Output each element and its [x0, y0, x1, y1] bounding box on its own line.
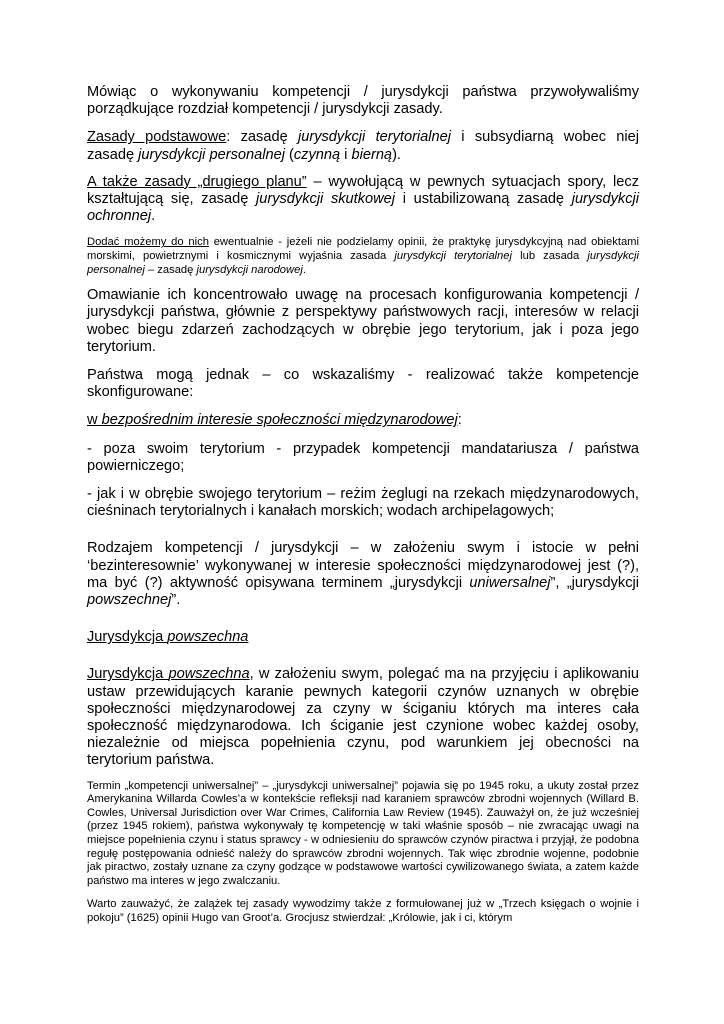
paragraph-text: Omawianie ich koncentrowało uwagę na procesach konfigurowania kompetencji / jurysdykcji państwa, głównie z perspektywy państwowych racji, interesów w relacji wobec biegu zdarzeń zachodzących w obrębie jego terytorium, jak i poza jego terytorium. — [87, 287, 639, 355]
text-run: : — [457, 412, 462, 429]
italic-term: bierną — [351, 146, 393, 163]
italic-term: jurysdykcji terytorialnej — [394, 250, 512, 263]
paragraph-text: - poza swoim terytorium - przypadek kompetencji mandatariusza / państwa powierniczego; — [87, 440, 639, 474]
text-run: ”, „jurysdykcji — [550, 574, 639, 591]
paragraph-11 — [87, 666, 639, 769]
paragraph-12-note — [87, 780, 639, 889]
paragraph-text: - jak i w obrębie swojego terytorium – reżim żeglugi na rzekach międzynarodowych, cieśninach terytorialnych i kanałach morskich; wodach archipelagowych; — [87, 486, 639, 520]
italic-term: jurysdykcji terytorialnej — [297, 129, 452, 146]
heading-italic-term: powszechna — [167, 629, 249, 646]
document-page — [87, 84, 639, 926]
italic-term: jurysdykcji narodowej — [196, 263, 303, 276]
underlined-italic-term: bezpośrednim interesie społeczności międzynarodowej — [101, 412, 458, 429]
paragraph-7 — [87, 412, 639, 429]
text-run: ”. — [171, 592, 181, 609]
text-run: ewentualnie - jeżeli nie podzielamy opinii, że praktykę jurysdykcyjną nad obiektami morskimi, powietrznymi i kosmicznymi wyjaśnia zasada — [87, 236, 639, 263]
italic-term: powszechnej — [87, 592, 172, 609]
italic-term: jurysdykcji skutkowej — [256, 191, 396, 208]
underlined-lead: Dodać możemy do nich — [87, 236, 209, 249]
paragraph-5 — [87, 287, 639, 356]
paragraph-3 — [87, 174, 639, 226]
text-run: ). — [392, 146, 401, 163]
underlined-lead: A także zasady „drugiego planu” — [87, 173, 307, 190]
text-run: . — [302, 263, 306, 276]
italic-term: jurysdykcji personalnej — [138, 146, 285, 163]
paragraph-6 — [87, 367, 639, 401]
underlined-lead: Zasady podstawowe — [87, 129, 227, 146]
italic-term: czynną — [293, 146, 341, 163]
text-run: – wywołującą w pewnych sytuacjach spory, lecz kształtującą się, zasadę — [87, 173, 639, 208]
text-run: , w założeniu swym, polegać ma na przyjęciu i aplikowaniu ustaw przewidujących karanie pewnych kategorii czynów uznanych w obrębie społeczności międzynarodowej za czyny w ściganiu których ma interes cała społeczność międzynarodowa. Ich ściganie jest czynione wobec każdej osoby, niezależnie od miejsca popełnienia czynu, pod warunkiem jej obecności na terytorium państwa. — [87, 666, 639, 769]
paragraph-13-note — [87, 898, 639, 925]
text-run: Rodzajem kompetencji / jurysdykcji – w założeniu swym i istocie w pełni ‘bezinteresownie’ wykonywanej w interesie społeczności międzynarodowej jest (?), ma być (?) aktywność opisywana terminem „jurysdykcji — [87, 540, 639, 591]
paragraph-8 — [87, 441, 639, 475]
text-run: ( — [284, 146, 294, 163]
paragraph-10 — [87, 540, 639, 609]
text-run: i — [340, 146, 352, 163]
underlined-run: Jurysdykcja — [87, 666, 169, 683]
text-run: . — [151, 208, 156, 225]
text-run: i ustabilizowaną zasadę — [395, 191, 572, 208]
text-run: : zasadę — [226, 129, 298, 146]
paragraph-4-note — [87, 236, 639, 277]
text-run: lub zasada — [511, 250, 588, 263]
italic-term: jurysdykcji personalnej — [87, 250, 639, 276]
section-heading — [87, 629, 639, 646]
paragraph-text: Państwa mogą jednak – co wskazaliśmy - realizować także kompetencje skonfigurowane: — [87, 367, 639, 401]
underlined-italic-term: powszechna — [168, 666, 250, 683]
paragraph-text: Termin „kompetencji uniwersalnej” – „jurysdykcji uniwersalnej” pojawia się po 1945 roku, a ukuty został przez Amerykanina Willarda Cowles’a w kontekście refleksji nad karaniem sprawców zbrodni wojennych (Willard B. Cowles, Universal Jurisdiction over War Crimes, California Law Review (1945). Zauważył on, że już wcześniej (przez 1945 rokiem), państwa wykonywały tę kompetencję w taki właśnie sposób – nie zwracając uwagi na miejsce popełnienia czynu i status sprawcy - w odniesieniu do sprawców czynów piractwa i przyjął, że podobna regułę postępowania odnieść należy do sprawców zbrodni wojennych. Tak więc zbrodnie wojenne, podobnie jak piractwo, zostały uznane za czyny godzące w podstawowe wartości cywilizowanego świata, a zatem każde państwo ma interes w jego zwalczaniu. — [87, 779, 639, 887]
paragraph-text: Mówiąc o wykonywaniu kompetencji / jurysdykcji państwa przywoływaliśmy porządkujące rozdział kompetencji / jurysdykcji zasady. — [87, 84, 639, 118]
paragraph-9 — [87, 486, 639, 520]
paragraph-2 — [87, 129, 639, 163]
text-run: i subsydiarną wobec niej zasadę — [87, 129, 639, 163]
underlined-run: w — [87, 412, 102, 429]
italic-term: uniwersalnej — [469, 574, 551, 591]
paragraph-text: Warto zauważyć, że zalążek tej zasady wywodzimy także z formułowanej już w „Trzech księgach o wojnie i pokoju” (1625) opinii Hugo van Groot’a. Grocjusz stwierdzał: „Królowie, jak i ci, którym — [87, 898, 639, 925]
italic-term: jurysdykcji ochronnej — [87, 191, 640, 225]
text-run: – zasadę — [144, 263, 197, 276]
paragraph-1 — [87, 84, 639, 118]
heading-run: Jurysdykcja — [87, 629, 168, 646]
